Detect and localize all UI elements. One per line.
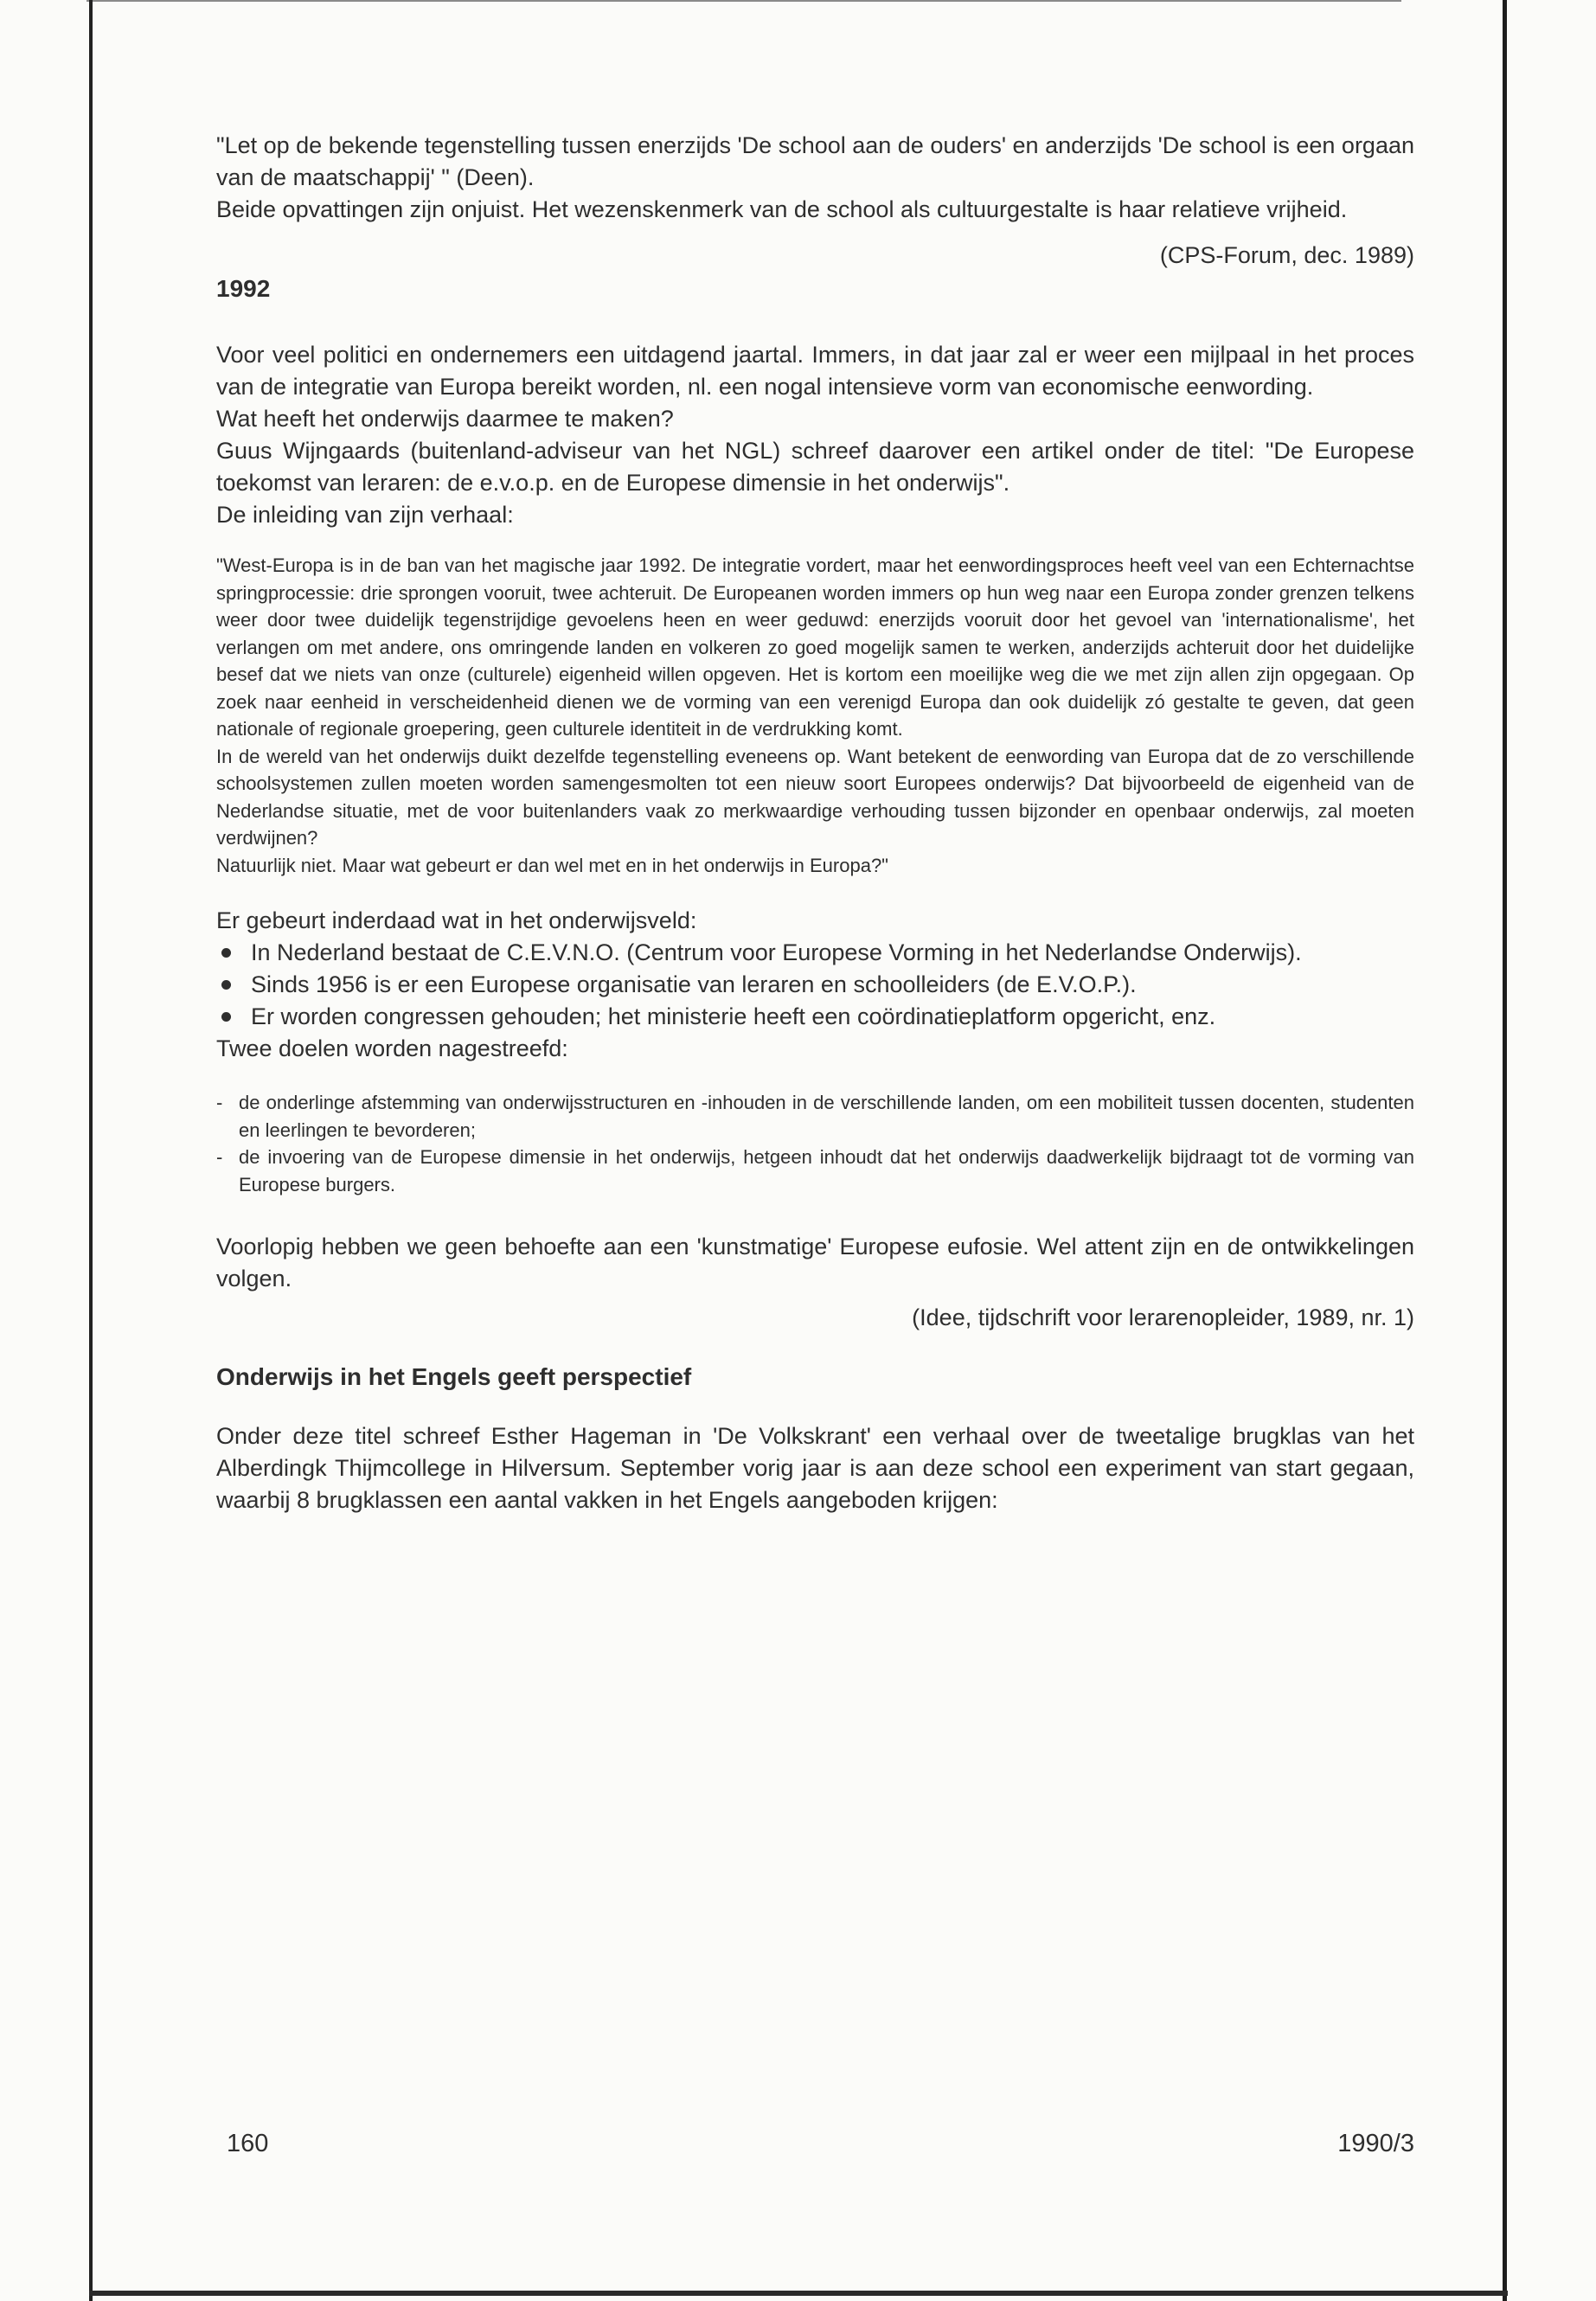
paragraph-onderwijsveld: Er gebeurt inderdaad wat in het onderwijsveld: (216, 907, 697, 933)
block-quote (216, 552, 1414, 879)
list-item: - de invoering van de Europese dimensie in het onderwijs, hetgeen inhoudt dat het onderwijs daadwerkelijk bijdraagt tot de vorming van Europese burgers. (216, 1144, 1414, 1198)
block-quote-part-3: Natuurlijk niet. Maar wat gebeurt er dan wel met en in het onderwijs in Europa?" (216, 854, 888, 876)
page-footer (216, 2130, 1414, 2164)
source-citation-2: (Idee, tijdschrift voor lerarenopleider, 1989, nr. 1) (912, 1304, 1414, 1330)
paragraph-inleiding: De inleiding van zijn verhaal: (216, 502, 514, 528)
issue-number: 1990/3 (1337, 2130, 1414, 2157)
bullet-icon (221, 948, 231, 958)
intro-comment: Beide opvattingen zijn onjuist. Het wezenskenmerk van de school als cultuurgestalte is haar relatieve vrijheid. (216, 196, 1348, 222)
list-item: Er worden congressen gehouden; het ministerie heeft een coördinatieplatform opgericht, enz. (216, 1001, 1414, 1033)
block-quote-part-1: "West-Europa is in de ban van het magische jaar 1992. De integratie vordert, maar het eenwordingsproces heeft veel van een Echternachtse springprocessie: drie sprongen vooruit, twee achteruit. De Europeanen worden immers op hun weg naar een Europa zonder grenzen telkens weer door twee duidelijk tegenstrijdige gevoelens heen en weer geduwd: enerzijds vooruit door het gevoel van 'internationalisme', het verlangen om met andere, ons omringende landen en volkeren zo goed mogelijk samen te werken, anderzijds achteruit door het duidelijke besef dat we niets van onze (culturele) eigenheid willen opgeven. Het is kortom een moeilijke weg die we met zijn allen zijn opgegaan. Op zoek naar eenheid in verscheidenheid dienen we de vorming van een verenigd Europa dan ook duidelijk zó gestalte te geven, dat geen nationale of regionale groepering, geen culturele identiteit in de verdrukking komt. (216, 554, 1414, 740)
paragraph-question: Wat heeft het onderwijs daarmee te maken? (216, 406, 674, 432)
scan-edge-bottom (89, 2291, 1508, 2296)
dash-list (216, 1089, 1414, 1198)
dash-marker: - (216, 1092, 223, 1113)
paragraph-doelen: Twee doelen worden nagestreefd: (216, 1035, 568, 1061)
scan-edge-left (89, 0, 93, 2301)
list-item: Sinds 1956 is er een Europese organisatie van leraren en schoolleiders (de E.V.O.P.). (216, 969, 1414, 1001)
page-content (216, 130, 1414, 1516)
list-item: - de onderlinge afstemming van onderwijsstructuren en -inhouden in de verschillende landen, om een mobiliteit tussen docenten, studenten en leerlingen te bevorderen; (216, 1089, 1414, 1144)
section-heading-engels: Onderwijs in het Engels geeft perspectief (216, 1363, 692, 1390)
bullet-list (216, 937, 1414, 1033)
paragraph-wijngaards: Guus Wijngaards (buitenland-adviseur van het NGL) schreef daarover een artikel onder de titel: "De Europese toekomst van leraren: de e.v.o.p. en de Europese dimensie in het onderwijs". (216, 438, 1414, 496)
intro-quote: "Let op de bekende tegenstelling tussen enerzijds 'De school aan de ouders' en anderzijds 'De school is een orgaan van de maatschappij' " (Deen). (216, 132, 1414, 190)
paragraph-voorlopig: Voorlopig hebben we geen behoefte aan een 'kunstmatige' Europese eufosie. Wel attent zijn en de ontwikkelingen volgen. (216, 1234, 1414, 1292)
page-number: 160 (227, 2130, 269, 2157)
scan-edge-right (1503, 0, 1507, 2301)
source-citation-1: (CPS-Forum, dec. 1989) (1159, 242, 1414, 268)
bullet-icon (221, 1012, 231, 1022)
section-heading-1992: 1992 (216, 275, 271, 302)
block-quote-part-2: In de wereld van het onderwijs duikt dezelfde tegenstelling eveneens op. Want betekent de eenwording van Europa dat de zo verschillende schoolsystemen zullen moeten worden samengesmolten tot een nieuw soort Europees onderwijs? Dat bijvoorbeeld de eigenheid van de Nederlandse situatie, met de voor buitenlanders vaak zo merkwaardige verhouding tussen bijzonder en openbaar onderwijs, zal moeten verdwijnen? (216, 745, 1414, 849)
list-item: In Nederland bestaat de C.E.V.N.O. (Centrum voor Europese Vorming in het Nederlandse Onderwijs). (216, 937, 1414, 969)
scan-edge-top (87, 0, 1401, 2)
paragraph-hageman: Onder deze titel schreef Esther Hageman in 'De Volkskrant' een verhaal over de tweetalige brugklas van het Alberdingk Thijmcollege in Hilversum. September vorig jaar is aan deze school een experiment van start gegaan, waarbij 8 brugklassen een aantal vakken in het Engels aangeboden krijgen: (216, 1423, 1414, 1513)
paragraph-1992-intro: Voor veel politici en ondernemers een uitdagend jaartal. Immers, in dat jaar zal er weer een mijlpaal in het proces van de integratie van Europa bereikt worden, nl. een nogal intensieve vorm van economische eenwording. (216, 342, 1414, 400)
dash-marker: - (216, 1146, 223, 1168)
bullet-icon (221, 980, 231, 990)
